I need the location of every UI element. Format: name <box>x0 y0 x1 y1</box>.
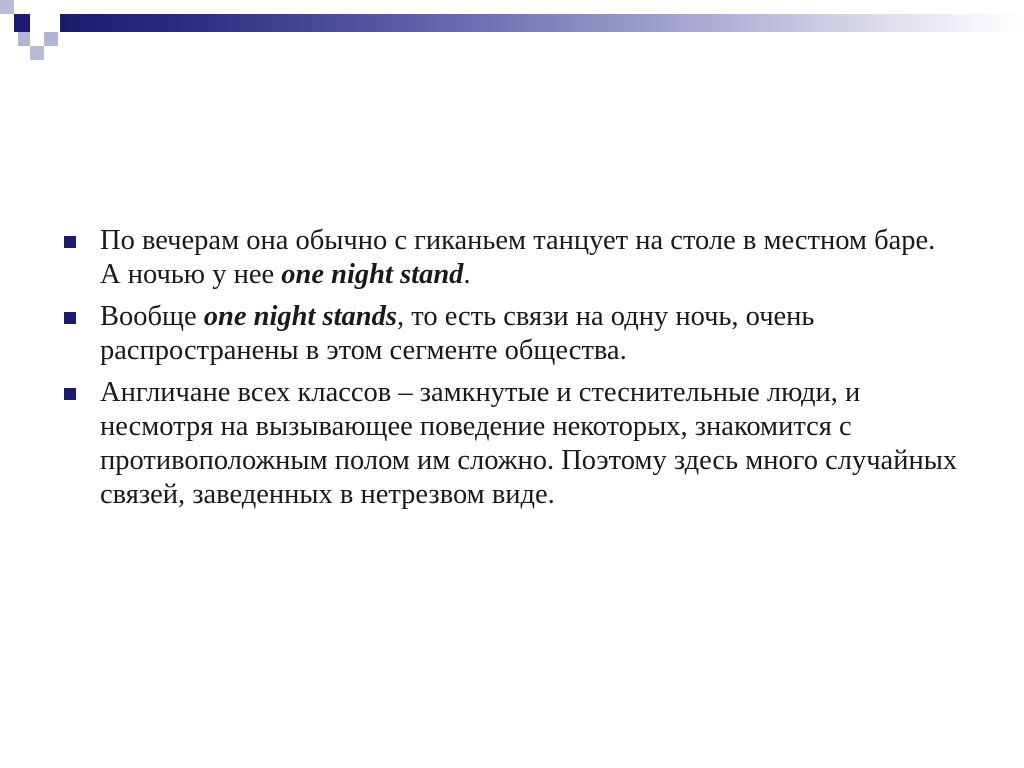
bullet-text: Англичане всех классов – замкнутые и стеснительные люди, и несмотря на вызывающее поведение некоторых, знакомится с противоположным полом им сложно. Поэтому здесь много случайных связей, заведенных в нетрезвом виде. <box>100 377 958 510</box>
list-item <box>62 300 962 368</box>
header-decor-square <box>14 14 30 32</box>
bullet-list <box>62 224 962 520</box>
header-decor-square <box>30 14 60 32</box>
bullet-text: . <box>463 259 471 290</box>
square-bullet-icon <box>64 312 76 324</box>
header-gradient-band <box>60 14 1024 32</box>
list-item <box>62 224 962 292</box>
square-bullet-icon <box>64 236 76 248</box>
list-item <box>62 376 962 512</box>
header-decor-square <box>0 0 14 14</box>
bullet-text: Вообще <box>100 301 204 332</box>
bullet-emphasis: one night stand <box>281 259 464 290</box>
bullet-text: , то есть связи на одну ночь, очень распространены в этом сегменте общества. <box>100 301 815 366</box>
header-decor-square <box>18 32 30 46</box>
bullet-emphasis: one night stands <box>203 301 397 332</box>
header-decor-square <box>44 32 58 46</box>
header-decor-square <box>30 46 44 60</box>
bullet-text: По вечерам она обычно с гиканьем танцует на столе в местном баре. А ночью у нее <box>100 225 936 290</box>
header-decor-square <box>30 0 60 14</box>
square-bullet-icon <box>64 388 76 400</box>
